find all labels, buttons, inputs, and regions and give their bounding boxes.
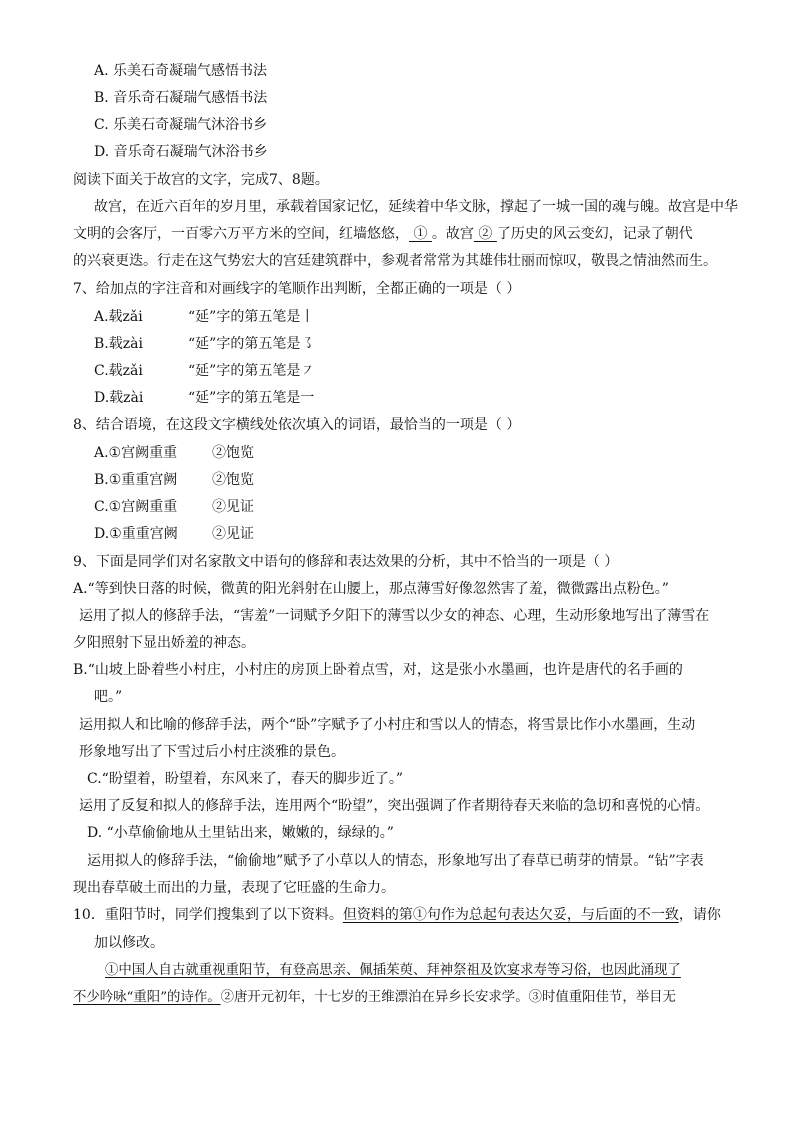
q10-stem-2: 加以修改。 [94, 935, 164, 951]
q9-b-quote-1: B.“山坡上卧着些小村庄，小村庄的房顶上卧着点雪，对，这是张小水墨画，也许是唐代的名手画的 [73, 662, 683, 678]
passage-line-2-text-b: 。故宫 [431, 226, 474, 242]
q8-option-b-word1: B.①重重宫阙 [94, 472, 178, 488]
q8-stem: 8、结合语境，在这段文字横线处依次填入的词语，最恰当的一项是（ ） [73, 417, 521, 433]
passage-intro: 阅读下面关于故宫的文字，完成7、8题。 [73, 172, 329, 188]
q9-b-explanation-2: 形象地写出了下雪过后小村庄淡雅的景色。 [79, 744, 345, 760]
q7-option-b-stroke: “延”字的第五笔是㇌ [188, 336, 315, 352]
passage-line-1: 故宫，在近六百年的岁月里，承载着国家记忆，延续着中华文脉，撑起了一城一国的魂与魄。故宫是中华 [94, 199, 738, 215]
q9-c-quote: C.“盼望着，盼望着，东风来了，春天的脚步近了。” [87, 771, 403, 787]
blank-1: ① [409, 226, 432, 242]
q6-option-b: B. 音乐奇石凝瑞气感悟书法 [94, 90, 268, 106]
q8-option-a-word1: A.①宫阙重重 [94, 445, 178, 461]
q8-option-b-word2: ②饱览 [212, 472, 254, 488]
passage-line-2-text-a: 文明的会客厅，一百零六万平方米的空间，红墙悠悠， [73, 226, 409, 242]
q10-stem-underlined: 但资料的第①句作为总起句表达欠妥，与后面的不一致 [342, 907, 679, 923]
q10-material-line-2 [73, 989, 676, 1007]
q9-d-quote: D. “小草偷偷地从土里钻出来，嫩嫩的，绿绿的。” [87, 825, 394, 841]
q6-option-d: D. 音乐奇石凝瑞气沐浴书乡 [94, 144, 268, 160]
q10-sentence-1-part-1: ①中国人自古就重视重阳节，有登高思亲、佩插茱萸、拜神祭祖及饮宴求寿等习俗，也因此涌现了 [105, 963, 681, 978]
q9-b-quote-2: 吧。” [94, 689, 123, 705]
q6-option-a: A. 乐美石奇凝瑞气感悟书法 [94, 63, 268, 79]
q8-option-a-word2: ②饱览 [212, 445, 254, 461]
q9-d-explanation-1: 运用拟人的修辞手法，“偷偷地”赋予了小草以人的情态，形象地写出了春草已萌芽的情景。“钻”字表 [87, 853, 704, 869]
q10-stem-text-c: ，请你 [678, 907, 721, 923]
q10-stem [73, 906, 721, 924]
q6-option-c: C. 乐美石奇凝瑞气沐浴书乡 [94, 117, 268, 133]
q10-stem-text-a: 10．重阳节时，同学们搜集到了以下资料。 [73, 907, 343, 923]
q7-option-a-stroke: “延”字的第五笔是丨 [188, 309, 315, 325]
q8-option-c-word1: C.①宫阙重重 [94, 499, 178, 515]
q7-option-d-pinyin: D.载zài [94, 390, 144, 406]
q8-option-d-word1: D.①重重宫阙 [94, 526, 178, 542]
q7-option-c-pinyin: C.载zǎi [94, 363, 143, 379]
passage-line-3: 的兴衰更迭。行走在这气势宏大的宫廷建筑群中，参观者常常为其雄伟壮丽而惊叹，敬畏之情油然而生。 [73, 253, 717, 269]
q7-stem: 7、给加点的字注音和对画线字的笔顺作出判断，全都正确的一项是（ ） [73, 281, 521, 297]
q8-option-d-word2: ②见证 [212, 526, 254, 542]
q8-option-c-word2: ②见证 [212, 499, 254, 515]
q9-a-explanation-1: 运用了拟人的修辞手法，“害羞”一词赋予夕阳下的薄雪以少女的神态、心理，生动形象地写出了薄雪在 [79, 608, 710, 624]
passage-line-2-text-c: 了历史的风云变幻，记录了朝代 [496, 226, 693, 242]
q9-d-explanation-2: 现出春草破土而出的力量，表现了它旺盛的生命力。 [73, 880, 395, 896]
q7-option-a-pinyin: A.载zǎi [94, 309, 143, 325]
q7-option-b-pinyin: B.载zài [94, 336, 143, 352]
q7-option-c-stroke: “延”字的第五笔是㇇ [188, 363, 315, 379]
q10-material-line-1 [105, 962, 681, 980]
q7-option-d-stroke: “延”字的第五笔是一 [188, 390, 315, 406]
blank-2: ② [473, 226, 497, 242]
q9-b-explanation-1: 运用拟人和比喻的修辞手法，两个“卧”字赋予了小村庄和雪以人的情态，将雪景比作小水墨画，生动 [79, 717, 696, 733]
q9-stem: 9、下面是同学们对名家散文中语句的修辞和表达效果的分析，其中不恰当的一项是（ ） [73, 554, 619, 570]
q10-sentence-2-3: ②唐开元初年，十七岁的王维漂泊在异乡长安求学。③时值重阳佳节，举目无 [220, 990, 676, 1005]
q10-sentence-1-part-2: 不少吟咏“重阳”的诗作。 [73, 990, 221, 1005]
q9-a-explanation-2: 夕阳照射下显出娇羞的神态。 [73, 635, 255, 651]
passage-line-2 [73, 225, 693, 243]
q9-c-explanation: 运用了反复和拟人的修辞手法，连用两个“盼望”，突出强调了作者期待春天来临的急切和喜悦的心情。 [79, 798, 710, 814]
q9-a-quote: A.“等到快日落的时候，微黄的阳光斜射在山腰上，那点薄雪好像忽然害了羞，微微露出点粉色。” [73, 581, 669, 597]
